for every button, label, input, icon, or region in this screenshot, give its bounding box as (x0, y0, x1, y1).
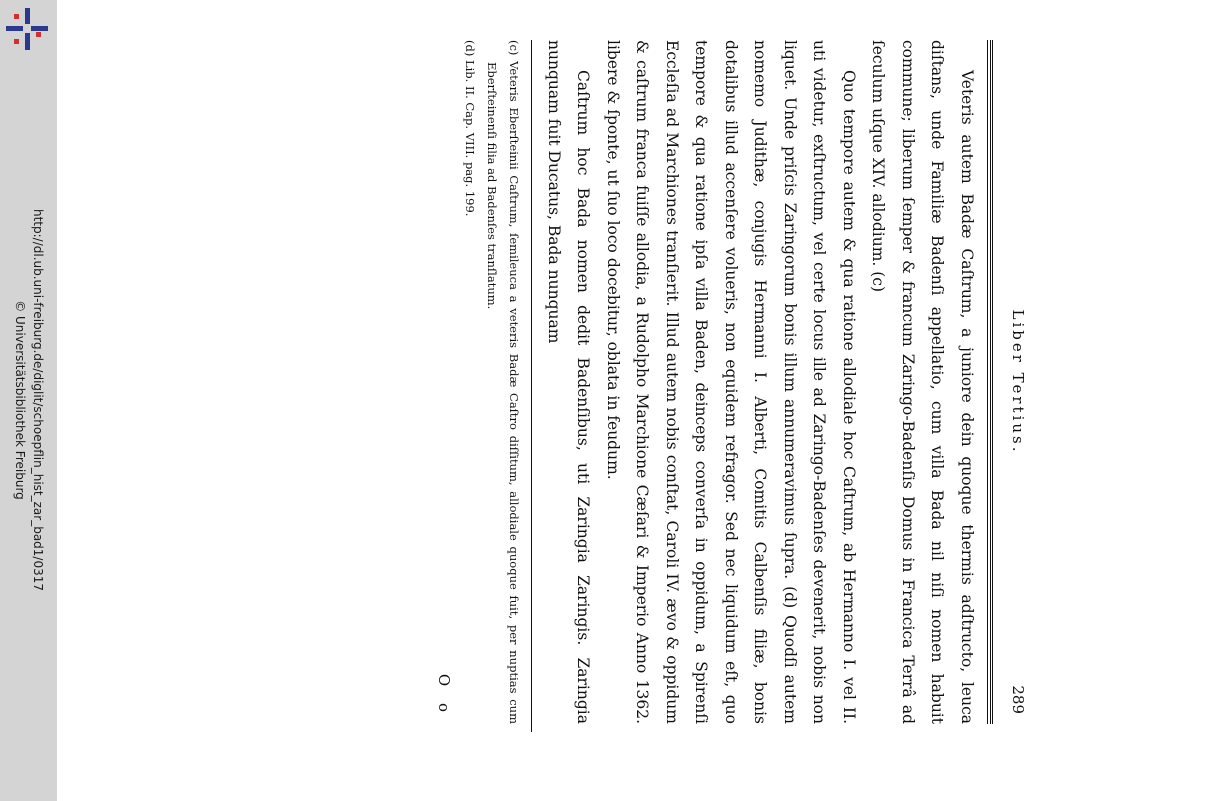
footnote-rule (532, 40, 533, 732)
footnotes (460, 40, 526, 724)
sidebar-caption (11, 209, 47, 591)
library-logo-icon (6, 8, 48, 50)
body-text (539, 40, 982, 724)
running-head: Liber Tertius. (1009, 309, 1027, 455)
page-number: 289 (1009, 685, 1027, 714)
copyright-notice: © Universitätsbibliothek Freiburg (13, 300, 27, 500)
viewer-sidebar (0, 0, 57, 801)
paragraph: Veteris autem Badæ Caſtrum, a juniore dein quoque thermis adſtructo, leuca diſtans, unde Familiæ Badenſi appellatio, cum villa Bada nil niſi nomen habuit commune; liberum ſemper & francum Zaringo-Badenſis Domus in Francica Terrâ ad ſeculum uſque XIV. allodium. (c) (869, 40, 976, 724)
page-header (993, 32, 1027, 732)
catchword: O o (435, 673, 454, 718)
scanned-page (435, 32, 1027, 732)
paragraph: Caſtrum hoc Bada nomen dedit Badenſibus, uti Zaringia Zaringis. Zaringia nunquam fuit Ducatus, Bada nunquam (545, 40, 593, 724)
paragraph: Quo tempore autem & qua ratione allodiale hoc Caſtrum, ab Hermanno I. vel II. uti videtur, exſtructum, vel certe locus ille ad Zaringo-Badenſes devenerit, nobis non liquet. Unde priſcis Zaringorum bonis illum annumeravimus ſupra. (d) Quodſi autem nomemo Judithæ, conjugis Hermanni I. Alberti, Comitis Calbenſis filiæ, bonis dotalibus illud accenſere volueris, non equidem refragor. Sed nec liquidum eſt, quo tempore & qua ratione ipſa villa Baden, deinceps converſa in oppidum, a Spirenſi Eccleſia ad Marchiones tranſierit. Illud autem nobis conſtat, Caroli IV. ævo & oppidum & caſtrum franca fuiſſe allodia, a Rudolpho Marchione Cæſari & Imperio Anno 1362. libere & ſponte, ut ſuo loco docebitur, oblata in feudum. (604, 40, 858, 724)
permalink[interactable]: http://dl.ub.uni-freiburg.de/diglit/schoepflin_hist_zar_bad1/0317 (31, 208, 45, 592)
footnote: (d) Lib. II. Cap. VIII. pag. 199. (463, 40, 478, 217)
footnote: (c) Veteris Eberſteinii Caſtrum, ſemileuca a veteris Badæ Caſtro diſſitum, allodiale quoque fuit, per nuptias cum Eberſteinenſi filia ad Badenſes tranſlatum. (485, 40, 522, 724)
